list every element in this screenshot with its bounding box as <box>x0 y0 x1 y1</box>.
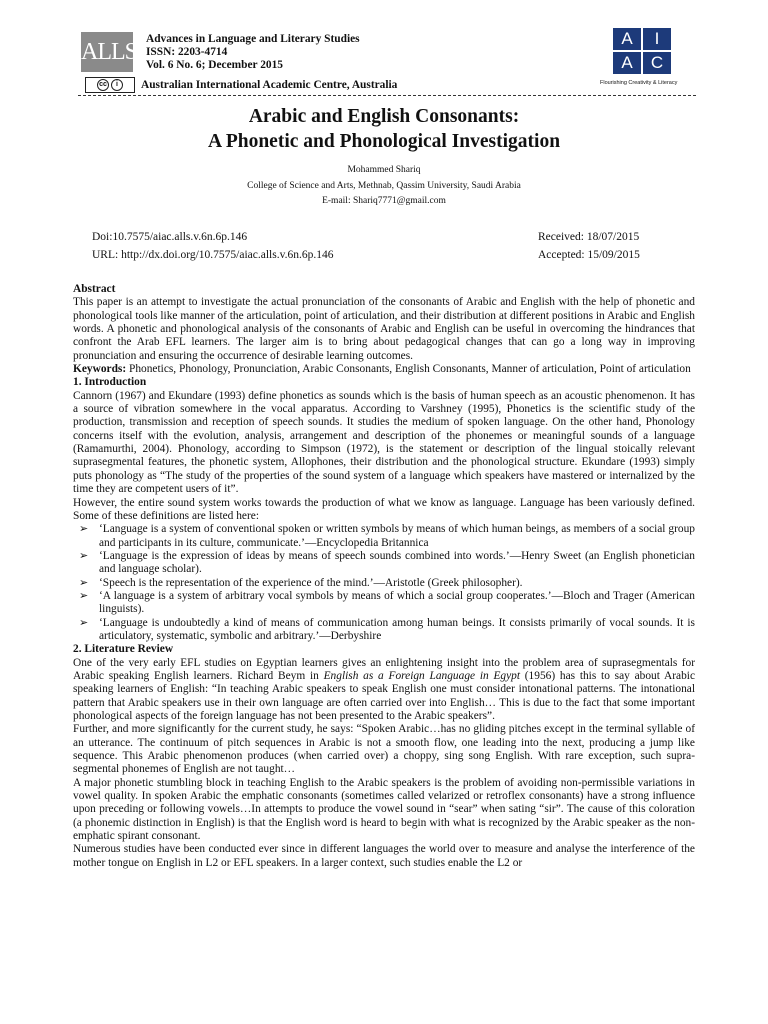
intro-heading: 1. Introduction <box>73 376 147 389</box>
creative-commons-badge: cc i <box>85 77 135 93</box>
accepted-date: Accepted: 15/09/2015 <box>538 249 640 261</box>
doi-url: URL: http://dx.doi.org/10.7575/aiac.alls.v.6n.6p.146 <box>92 249 334 261</box>
journal-name: Advances in Language and Literary Studies <box>146 33 360 45</box>
header-divider <box>78 95 696 96</box>
definition-item: ➢ ‘Language is a system of conventional spoken or written symbols by means of which human beings, as members of a social group and participants in its culture, communicate.’—Encyclopedia Britannica <box>99 523 695 550</box>
author-name: Mohammed Shariq <box>347 165 421 175</box>
definition-item: ➢ ‘A language is a system of arbitrary vocal symbols by means of which a social group cooperates.’—Bloch and Trager (American linguists). <box>99 590 695 617</box>
journal-volume: Vol. 6 No. 6; December 2015 <box>146 59 283 71</box>
journal-info <box>146 33 360 72</box>
intro-paragraph: Cannorn (1967) and Ekundare (1993) define phonetics as sounds which is the basis of human speech as an acoustic phenomenon. It has a source of vibration somewhere in the vocal apparatus. According to Varshney (1995), Phonetics is the scientific study of the production, transmission and reception of speech sounds. It studies the medium of spoken language. On the other hand, Phonology concerns itself with the evolution, analysis, arrangement and description of the phonemes or meaningful sounds of a language (Ramamurthi, 2004). Phonology, according to Simpson (1972), is the statement or description of the lingual stoically relevant suprasegmental features, the phonetic system, Allophones, their distribution and the phonological structure. Ekundare (1993) simply puts phonology as “The study of the properties of the sound system of a language which speakers have mastered or internalized by the time they are competent users of it”. <box>73 389 695 496</box>
journal-issn: ISSN: 2203-4714 <box>146 46 228 58</box>
intro-paragraph: However, the entire sound system works towards the production of what we know as language. Language has been variously defined. Some of these definitions are listed here: <box>73 496 695 522</box>
author-affiliation: College of Science and Arts, Methnab, Qassim University, Saudi Arabia <box>247 181 521 191</box>
paper-title-line1: Arabic and English Consonants: <box>248 106 520 127</box>
paper-title-line2: A Phonetic and Phonological Investigation <box>207 131 561 152</box>
journal-logo: ALLS <box>81 32 133 72</box>
publisher-name: Australian International Academic Centre, Australia <box>141 79 398 91</box>
book-title: English as a Foreign Language in Egypt <box>323 669 521 682</box>
keywords-text: Phonetics, Phonology, Pronunciation, Arabic Consonants, English Consonants, Manner of articulation, Point of articulation <box>129 363 691 376</box>
doi: Doi:10.7575/aiac.alls.v.6n.6p.146 <box>92 231 248 243</box>
abstract-text: This paper is an attempt to investigate the actual pronunciation of the consonants of Arabic and English with the help of phonetic and phonological tools like manner of the articulation, point of articulation, and their distribution at different positions in Arabic and English words. A phonetic and phonological analysis of the consonants of Arabic and English can be useful in overcoming the hindrances that confront the Arab EFL learners. The larger aim is to bring about pedagogical changes that can go a long way in improving pronunciation and ensuring the occurrence of desirable learning outcomes. <box>73 296 695 362</box>
received-date: Received: 18/07/2015 <box>538 231 640 243</box>
definitions-list <box>73 523 695 643</box>
lit-paragraph: Further, and more significantly for the current study, he says: “Spoken Arabic…has no gliding pitches except in the terminal syllable of an utterance. The continuum of pitch sequences in Arabic is not a smooth flow, one leading into the next, producing a jump like sequence. This Arabic phenomenon produces (when carried over) a choppy, sing song English. With rare exception, such supra-segmental phonemes of English are not taught… <box>73 723 695 776</box>
lit-paragraph: Numerous studies have been conducted ever since in different languages the world over to measure and analyse the interference of the mother tongue on English in L2 or EFL speakers. In a larger context, such studies enable the L2 or <box>73 843 695 869</box>
keywords <box>73 363 695 376</box>
keywords-label: Keywords: <box>73 363 127 376</box>
publisher-tagline: Flourishing Creativity & Literacy <box>600 80 678 86</box>
article-body <box>73 283 695 870</box>
definition-item: ➢ ‘Language is undoubtedly a kind of means of communication among human beings. It consists primarily of vocal sounds. It is articulatory, systematic, symbolic and arbitrary.’—Derbyshire <box>99 617 695 644</box>
author-email: E-mail: Shariq7771@gmail.com <box>322 196 446 206</box>
definition-item: ➢ ‘Speech is the representation of the experience of the mind.’—Aristotle (Greek philosopher). <box>99 577 695 590</box>
definition-item: ➢ ‘Language is the expression of ideas by means of speech sounds combined into words.’—Henry Sweet (an English phonetician and language scholar). <box>99 550 695 577</box>
lit-review-heading: 2. Literature Review <box>73 643 174 656</box>
abstract-heading: Abstract <box>73 283 116 295</box>
lit-paragraph: A major phonetic stumbling block in teaching English to the Arabic speakers is the problem of avoiding non-permissible variations in vowel quality. In spoken Arabic the emphatic consonants (sometimes called velarized or retroflex consonants) have a strong influence upon preceding or following vowels…In attempts to produce the vowel sound in “sear” when sating “sir”. The cause of this coloration (a phonemic distinction in English) is that the English word is heard to begin with what is recognized by the Arabic speaker as the non-emphatic spirant consonant. <box>73 776 695 843</box>
lit-paragraph: One of the very early EFL studies on Egyptian learners gives an enlightening insight into the problem area of suprasegmentals for Arabic speaking English learners. Richard Beym in English as a Foreign Language in Egypt (1956) has this to say about Arabic speaking learners of English: “In teaching Arabic speakers to speak English one must consider intonational patterns. The intonational pattern that Arabic speakers use in their own language are often carried over into English… This is due to the fact that some important phonological aspects of the foreign language has not been presented to the Arabic speakers”. <box>73 656 696 722</box>
aiac-logo: A I A C <box>613 28 671 74</box>
